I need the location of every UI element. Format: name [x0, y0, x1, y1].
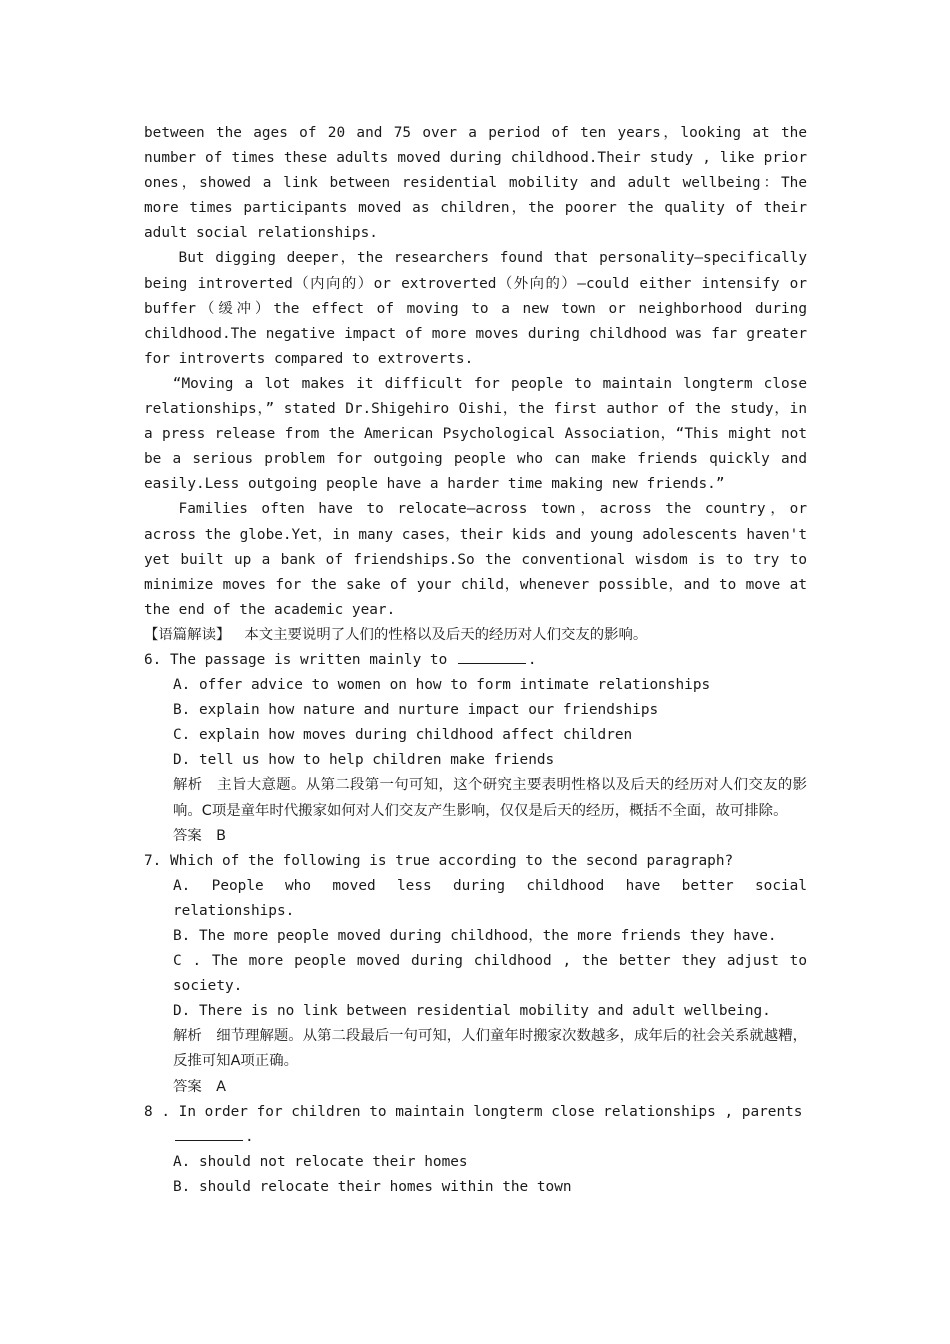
reading-note	[144, 623, 807, 648]
question-7-answer: 答案 A	[173, 1078, 227, 1095]
question-7-option-a: A. People who moved less during childhood have better social relationships.	[173, 877, 807, 919]
passage-paragraph-4: Families often have to relocate—across town，across the country，or across the globe.Yet，in many cases，their kids and young adolescents haven't yet built up a bank of friendships.So the conventional wisdom is to try to minimize moves for the sake of your child，whenever possible，and to move at the end of the academic year.	[144, 501, 807, 618]
question-7-option-d: D. There is no link between residential mobility and adult wellbeing.	[173, 1003, 771, 1020]
question-6-option-d: D. tell us how to help children make friends	[173, 752, 555, 769]
question-6-option-b: B. explain how nature and nurture impact our friendships	[173, 702, 659, 719]
question-8-stem: 8 . In order for children to maintain longterm close relationships , parents .	[144, 1103, 803, 1145]
question-7-option-c: C . The more people moved during childhood , the better they adjust to society.	[173, 953, 807, 995]
question-6-stem: 6. The passage is written mainly to .	[144, 651, 537, 668]
document-page	[144, 121, 807, 1200]
question-7-stem: 7. Which of the following is true according to the second paragraph?	[144, 852, 734, 869]
question-7-option-b: B. The more people moved during childhood，the more friends they have.	[173, 928, 777, 944]
question-7-analysis: 解析 细节理解题。从第二段最后一句可知，人们童年时搬家次数越多，成年后的社会关系就越糟，反推可知A项正确。	[173, 1028, 807, 1070]
answer-blank	[175, 1139, 243, 1141]
question-6-answer: 答案 B	[173, 827, 227, 844]
question-8-option-b: B. should relocate their homes within the town	[173, 1178, 572, 1195]
question-6-option-a: A. offer advice to women on how to form intimate relationships	[173, 677, 711, 694]
passage-paragraph-3: “Moving a lot makes it difficult for people to maintain longterm close relationships，” stated Dr.Shigehiro Oishi，the first author of the study，in a press release from the American Psychological Association，“This might not be a serious problem for outgoing people who can make friends quickly and easily.Less outgoing people have a harder time making new friends.”	[144, 375, 807, 493]
reading-note-text: 本文主要说明了人们的性格以及后天的经历对人们交友的影响。	[244, 626, 648, 643]
question-8-option-a: A. should not relocate their homes	[173, 1153, 468, 1170]
question-6-analysis: 解析 主旨大意题。从第二段第一句可知，这个研究主要表明性格以及后天的经历对人们交友的影响。C项是童年时代搬家如何对人们交友产生影响，仅仅是后天的经历，概括不全面，故可排除。	[173, 777, 807, 819]
answer-blank	[458, 662, 526, 664]
question-6-option-c: C. explain how moves during childhood affect children	[173, 727, 633, 744]
passage-paragraph-1: between the ages of 20 and 75 over a period of ten years，looking at the number of times these adults moved during childhood.Their study , like prior ones，showed a link between residential mobility and adult wellbeing：The more times participants moved as children，the poorer the quality of their adult social relationships.	[144, 125, 807, 242]
reading-note-label: 【语篇解读】	[144, 626, 231, 643]
passage-paragraph-2: But digging deeper，the researchers found that personality—specifically being introverted（内向的）or extroverted（外向的）—could either intensify or buffer（缓冲）the effect of moving to a new town or neighborhood during childhood.The negative impact of more moves during childhood was far greater for introverts compared to extroverts.	[144, 250, 807, 367]
